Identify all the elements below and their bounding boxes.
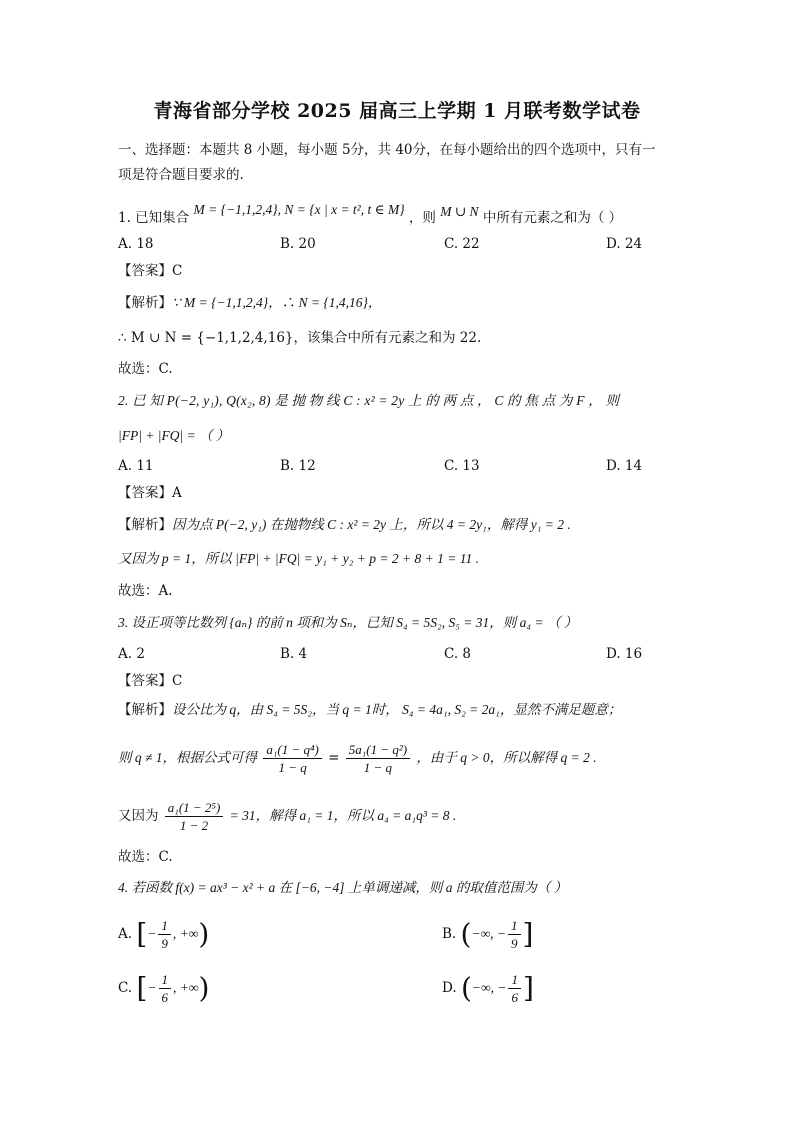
- q1-union: M ∪ N: [440, 204, 479, 219]
- section-instruction-line-2: 项是符合题目要求的.: [118, 167, 244, 183]
- q4-option-a-numerator: 1: [158, 917, 171, 935]
- q4-option-b: [442, 912, 533, 957]
- q2-analysis-1-text: 因为点 P(−2, y₁) 在抛物线 C : x² = 2y 上，所以 4 = 2y₁，解得 y₁ = 2 .: [172, 517, 571, 532]
- q4-option-c-numerator: 1: [159, 971, 172, 989]
- q4-option-c-fraction: [159, 971, 172, 1006]
- q4-option-d-denominator: 6: [511, 990, 518, 1005]
- q1-set-definition: M = {−1,1,2,4}, N = {x | x = t², t ∈ M}: [193, 202, 405, 217]
- q3-option-a: A. 2: [118, 646, 145, 662]
- q4-option-b-fraction: [508, 917, 521, 952]
- q1-option-c: C. 22: [444, 236, 480, 252]
- q3-analysis-2-pre: 则 q ≠ 1，根据公式可得: [118, 750, 258, 765]
- q4-option-c: [118, 966, 209, 1011]
- q1-option-a: A. 18: [118, 236, 154, 252]
- q1-answer: 【答案】C: [118, 263, 183, 279]
- q3-analysis-3-pre: 又因为: [118, 808, 159, 824]
- q4-option-c-close-bracket: ): [198, 971, 210, 1005]
- q3-option-c: C. 8: [444, 646, 472, 662]
- q1-option-d: D. 24: [606, 236, 643, 252]
- q3-analysis-3: [118, 796, 456, 836]
- q3-analysis-1-text: 设公比为 q，由 S₄ = 5S₂，当 q = 1时， S₄ = 4a₁, S₂ = 2a₁，显然不满足题意；: [172, 702, 622, 717]
- q4-stem: 4. 若函数 f(x) = ax³ − x² + a 在 [−6, −4] 上单调递减，则 a 的取值范围为（ ）: [118, 880, 568, 895]
- q1-stem-middle: ，则: [408, 210, 436, 226]
- q4-option-a-tail: , +∞: [172, 926, 199, 941]
- q4-option-d-numerator: 1: [508, 971, 521, 989]
- q3-analysis-1: [118, 700, 621, 720]
- q1-stem: [118, 202, 623, 228]
- q2-analysis-2: 又因为 p = 1，所以 |FP| + |FQ| = y₁ + y₂ + p = 2 + 8 + 1 = 11 .: [118, 551, 479, 566]
- q1-options: [118, 236, 678, 256]
- q1-analysis-label: 【解析】: [118, 295, 172, 311]
- q3-fraction-left-numerator: a₁(1 − q⁴): [263, 741, 321, 759]
- q2-answer: 【答案】A: [118, 485, 182, 501]
- q4-option-c-sign: −: [147, 980, 157, 995]
- section-instruction-line-1: 一、选择题：本题共 8 小题，每小题 5分，共 40分，在每小题给出的四个选项中，只有一: [118, 142, 656, 158]
- q3-analysis-3-post: = 31，解得 a₁ = 1，所以 a₄ = a₁q³ = 8 .: [229, 808, 457, 823]
- q2-option-d: D. 14: [606, 458, 643, 474]
- q1-analysis-1-text: ∵ M = {−1,1,2,4}，∴ N = {1,4,16}，: [172, 295, 382, 310]
- page-title: 青海省部分学校 2025 届高三上学期 1 月联考数学试卷: [153, 100, 641, 122]
- q3-analysis-label: 【解析】: [118, 702, 172, 718]
- q2-analysis-label: 【解析】: [118, 517, 172, 533]
- q4-option-d: [442, 966, 534, 1011]
- q4-option-b-numerator: 1: [508, 917, 521, 935]
- q3-fraction-left-denominator: 1 − q: [278, 760, 307, 775]
- q2-option-c: C. 13: [444, 458, 480, 474]
- q3-fraction-right-numerator: 5a₁(1 − q²): [346, 741, 410, 759]
- q3-options: [118, 646, 678, 666]
- q4-option-b-open-bracket: (: [460, 917, 472, 951]
- q3-analysis-2-post: ，由于 q > 0，所以解得 q = 2 .: [416, 750, 597, 765]
- q4-option-b-head: −∞, −: [471, 926, 507, 941]
- q2-options: [118, 458, 678, 478]
- q1-analysis-1: [118, 293, 381, 313]
- q4-option-a-fraction: [158, 917, 171, 952]
- q3-stem: 3. 设正项等比数列 {aₙ} 的前 n 项和为 Sₙ，已知 S₄ = 5S₂, S₅ = 31，则 a₄ = （ ）: [118, 615, 578, 630]
- q4-option-a-sign: −: [147, 926, 157, 941]
- q4-option-c-open-bracket: [: [136, 971, 148, 1005]
- q4-option-d-fraction: [508, 971, 521, 1006]
- q4-option-b-close-bracket: ]: [522, 917, 534, 951]
- q4-option-a-open-bracket: [: [136, 917, 148, 951]
- q4-option-b-denominator: 9: [511, 936, 518, 951]
- q2-stem-1: 2. 已 知 P(−2, y₁), Q(x₂, 8) 是 抛 物 线 C : x² = 2y 上 的 两 点 ， C 的 焦 点 为 F ， 则: [118, 393, 620, 408]
- q4-option-c-denominator: 6: [161, 990, 168, 1005]
- q1-analysis-2: ∴ M ∪ N = {−1,1,2,4,16}，该集合中所有元素之和为 22.: [118, 330, 482, 346]
- q4-option-c-label: C.: [118, 980, 133, 996]
- q3-analysis-2: [118, 738, 597, 778]
- q2-option-b: B. 12: [280, 458, 316, 474]
- q2-option-a: A. 11: [118, 458, 154, 474]
- q1-option-b: B. 20: [280, 236, 316, 252]
- q4-option-a-denominator: 9: [161, 936, 168, 951]
- q2-analysis-1: [118, 515, 571, 535]
- q3-fraction-sum-numerator: a₁(1 − 2⁵): [165, 799, 223, 817]
- q3-fraction-left: [263, 741, 321, 776]
- q3-fraction-right-denominator: 1 − q: [363, 760, 393, 775]
- q2-stem-2: |FP| + |FQ| = （ ）: [118, 428, 230, 443]
- q1-conclusion: 故选：C.: [118, 361, 173, 377]
- q4-option-a: [118, 912, 209, 957]
- q1-stem-end: 中所有元素之和为（ ）: [482, 210, 623, 226]
- q3-fraction-equals: =: [328, 750, 340, 766]
- q2-conclusion: 故选：A.: [118, 583, 173, 599]
- q1-stem-start: 1. 已知集合: [118, 210, 190, 226]
- q3-option-b: B. 4: [280, 646, 308, 662]
- q3-option-d: D. 16: [606, 646, 643, 662]
- q4-option-d-close-bracket: ]: [522, 971, 534, 1005]
- q4-option-c-tail: , +∞: [173, 980, 199, 995]
- q4-option-a-close-bracket: ): [198, 917, 210, 951]
- q4-option-d-label: D.: [442, 980, 457, 996]
- q4-option-b-label: B.: [442, 926, 457, 942]
- q3-conclusion: 故选：C.: [118, 849, 173, 865]
- q3-answer: 【答案】C: [118, 673, 183, 689]
- q3-fraction-sum-denominator: 1 − 2: [179, 818, 209, 833]
- q4-option-d-open-bracket: (: [460, 971, 472, 1005]
- q4-option-d-head: −∞, −: [471, 980, 507, 995]
- q4-option-a-label: A.: [118, 926, 133, 942]
- q3-fraction-sum: [165, 799, 223, 834]
- q3-fraction-right: [346, 741, 410, 776]
